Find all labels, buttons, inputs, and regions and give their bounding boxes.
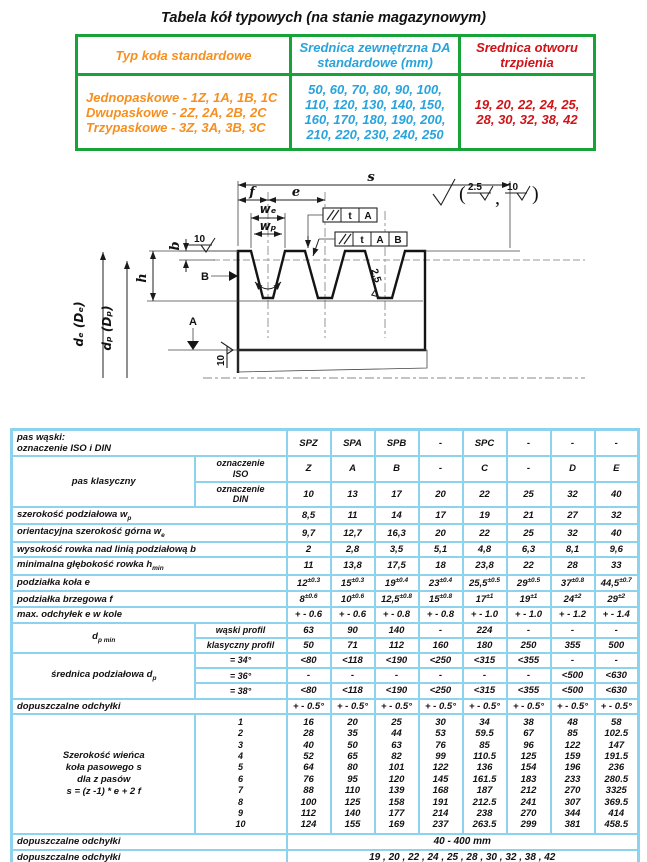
spec-cell-merged: 19 , 20 , 22 , 24 , 25 , 28 , 30 , 32 , 38 , 42 — [287, 850, 639, 862]
spec-cell: SPA — [331, 430, 375, 457]
spec-cell: 21 — [507, 507, 551, 525]
spec-cell: - — [551, 430, 595, 457]
spec-cell: 112 — [375, 638, 419, 653]
spec-cell: <315 — [463, 683, 507, 698]
spec-sub-label: = 38° — [195, 683, 287, 698]
spec-cell: $24^{\pm 2}$ — [551, 591, 595, 607]
spec-cell: $29^{\pm 2}$ — [595, 591, 639, 607]
spec-cell: Z — [287, 456, 331, 481]
spec-cell: <190 — [375, 653, 419, 668]
spec-z-column: 1 2 3 4 5 6 7 8 9 10 — [195, 714, 287, 834]
spec-cell: SPB — [375, 430, 419, 457]
spec-row-label: pas wąski: oznaczenie ISO i DIN — [12, 430, 287, 457]
spec-cell: - — [507, 430, 551, 457]
spec-cell: 28 — [551, 557, 595, 575]
spec-cell: $15^{\pm 0.3}$ — [331, 575, 375, 591]
text-line: 160, 170, 180, 190, 200, — [304, 112, 446, 127]
text-line: 28, 30, 32, 38, 42 — [476, 112, 578, 127]
spec-row — [12, 623, 639, 638]
spec-cell: <80 — [287, 683, 331, 698]
spec-cell: $17^{\pm 1}$ — [463, 591, 507, 607]
spec-cell: <355 — [507, 653, 551, 668]
spec-sub-label: klasyczny profil — [195, 638, 287, 653]
spec-row — [12, 699, 639, 714]
spec-cell: 355 — [551, 638, 595, 653]
dimension-label-h: h — [135, 273, 150, 283]
spec-table-wrap — [10, 428, 640, 862]
spec-row-label: dopuszczalne odchyłki — [12, 834, 287, 850]
spec-table-body — [12, 430, 639, 862]
spec-row — [12, 542, 639, 557]
spec-cell: $19^{\pm 1}$ — [507, 591, 551, 607]
stock-table — [75, 34, 596, 151]
spec-cell: A — [331, 456, 375, 481]
spec-row — [12, 607, 639, 622]
datum-ref: A — [364, 211, 372, 222]
spec-cell: - — [551, 623, 595, 638]
stock-cell-bores — [460, 75, 595, 150]
roughness-bore — [216, 342, 233, 368]
spec-cell: + - 1.0 — [507, 607, 551, 622]
spec-cell: 3,5 — [375, 542, 419, 557]
spec-cell: - — [595, 653, 639, 668]
spec-row — [12, 507, 639, 525]
spec-cell: + - 0.5° — [507, 699, 551, 714]
paren-open: ( — [459, 183, 466, 205]
leader-arrow — [313, 239, 319, 256]
datum-triangle-icon — [187, 341, 199, 350]
spec-cell: <630 — [595, 683, 639, 698]
spec-cell: <80 — [287, 653, 331, 668]
pulley-groove-drawing — [55, 156, 585, 424]
spec-cell: - — [419, 456, 463, 481]
spec-cell: C — [463, 456, 507, 481]
spec-cell: 250 — [507, 638, 551, 653]
stock-table-header-row — [77, 36, 595, 75]
spec-sub-label: = 34° — [195, 653, 287, 668]
spec-cell: - — [419, 430, 463, 457]
dimension-label-s: s — [367, 170, 375, 185]
spec-row-label: podziałka brzegowa f — [12, 591, 287, 607]
spec-row — [12, 834, 639, 850]
spec-cell: - — [419, 623, 463, 638]
spec-cell: 11 — [287, 557, 331, 575]
stock-cell-types — [77, 75, 291, 150]
spec-cell: $44,5^{\pm 0.7}$ — [595, 575, 639, 591]
spec-cell: 34 59.5 85 110.5 136 161.5 187 212.5 238 263.5 — [463, 714, 507, 834]
spec-cell: 90 — [331, 623, 375, 638]
roughness-value: 2,5 — [368, 267, 383, 285]
spec-cell: <630 — [595, 668, 639, 683]
spec-cell: B — [375, 456, 419, 481]
spec-cell: 40 — [595, 482, 639, 507]
spec-cell: $23^{\pm 0.4}$ — [419, 575, 463, 591]
spec-cell: SPZ — [287, 430, 331, 457]
spec-cell: 160 — [419, 638, 463, 653]
spec-row — [12, 575, 639, 591]
spec-cell: 180 — [463, 638, 507, 653]
text-line: Dwupaskowe - 2Z, 2A, 2B, 2C — [86, 104, 267, 120]
datum-ref: A — [376, 235, 384, 246]
spec-cell: + - 1.4 — [595, 607, 639, 622]
spec-cell: <250 — [419, 653, 463, 668]
spec-cell: - — [331, 668, 375, 683]
spec-cell: 23,8 — [463, 557, 507, 575]
note-value-2: 10 — [507, 182, 519, 193]
spec-cell: + - 0.5° — [551, 699, 595, 714]
spec-cell: 13 — [331, 482, 375, 507]
spec-cell: 32 — [551, 482, 595, 507]
spec-row-label: średnica podziałowa $d_p$ — [12, 653, 195, 699]
spec-cell: 58 102.5 147 191.5 236 280.5 3325 369.5 414 458.5 — [595, 714, 639, 834]
spec-cell: 32 — [595, 507, 639, 525]
spec-cell: 25 44 63 82 101 120 139 158 177 169 — [375, 714, 419, 834]
note-comma: , — [495, 187, 500, 209]
spec-cell: <500 — [551, 683, 595, 698]
spec-cell: 10 — [287, 482, 331, 507]
bore-band — [238, 350, 427, 372]
roughness-value: 10 — [194, 234, 206, 245]
spec-row-label: orientacyjna szerokość górna $w_e$ — [12, 524, 287, 542]
datum-triangle-icon — [229, 271, 238, 281]
spec-row — [12, 850, 639, 862]
text-line: 110, 120, 130, 140, 150, — [305, 97, 445, 112]
spec-cell: + - 0.8 — [375, 607, 419, 622]
spec-cell: $29^{\pm 0.5}$ — [507, 575, 551, 591]
spec-cell: + - 0.8 — [419, 607, 463, 622]
spec-cell: 5,1 — [419, 542, 463, 557]
spec-cell: $8^{\pm 0.6}$ — [287, 591, 331, 607]
dimension-label-b: b — [168, 241, 183, 251]
spec-cell: + - 0.5° — [595, 699, 639, 714]
spec-cell: 11 — [331, 507, 375, 525]
spec-cell: 2,8 — [331, 542, 375, 557]
spec-cell: + - 0.5° — [375, 699, 419, 714]
page-title: Tabela kół typowych (na stanie magazynowym) — [161, 10, 486, 26]
datum-label-b: B — [201, 271, 209, 283]
spec-row-label: Szerokość wieńca koła pasowego s dla z pasów s = (z -1) * e + 2 f — [12, 714, 195, 834]
spec-cell: 500 — [595, 638, 639, 653]
spec-cell: - — [507, 668, 551, 683]
text-line: Trzypaskowe - 3Z, 3A, 3B, 3C — [86, 119, 266, 135]
spec-cell: 17 — [375, 482, 419, 507]
spec-cell: 9,6 — [595, 542, 639, 557]
axis-label-dp: dₚ (Dₚ) — [100, 305, 114, 351]
leader-line — [308, 215, 323, 244]
spec-row-label: dopuszczalne odchyłki — [12, 699, 287, 714]
spec-row — [12, 430, 639, 457]
spec-cell: + - 0.5° — [287, 699, 331, 714]
spec-cell: <355 — [507, 683, 551, 698]
spec-sub-label: wąski profil — [195, 623, 287, 638]
stock-cell-diameters — [291, 75, 460, 150]
spec-cell: $10^{\pm 0.6}$ — [331, 591, 375, 607]
spec-cell: 17 — [419, 507, 463, 525]
paren-close: ) — [532, 183, 539, 205]
spec-cell: 38 67 96 125 154 183 212 241 270 299 — [507, 714, 551, 834]
spec-cell: 17,5 — [375, 557, 419, 575]
spec-cell: 8,1 — [551, 542, 595, 557]
spec-cell: - — [375, 668, 419, 683]
spec-cell: <118 — [331, 683, 375, 698]
dimension-label-wp: wₚ — [259, 219, 277, 233]
text-line: 19, 20, 22, 24, 25, — [474, 97, 580, 112]
spec-row-label: podziałka koła e — [12, 575, 287, 591]
spec-cell: 22 — [463, 524, 507, 542]
spec-sub-label: oznaczenie ISO — [195, 456, 287, 481]
spec-cell: - — [507, 456, 551, 481]
spec-cell: - — [419, 668, 463, 683]
spec-row-label: wysokość rowka nad linią podziałową b — [12, 542, 287, 557]
spec-cell: SPC — [463, 430, 507, 457]
spec-cell: - — [287, 668, 331, 683]
check-all-icon — [433, 179, 455, 205]
spec-cell: 25 — [507, 524, 551, 542]
spec-row — [12, 591, 639, 607]
spec-cell: 40 — [595, 524, 639, 542]
stock-header-bore: Srednica otworu trzpienia — [460, 36, 595, 75]
spec-sub-label: oznaczenie DIN — [195, 482, 287, 507]
spec-cell: <118 — [331, 653, 375, 668]
spec-row — [12, 557, 639, 575]
spec-cell: $25,5^{\pm 0.5}$ — [463, 575, 507, 591]
spec-cell: <250 — [419, 683, 463, 698]
text-line: Jednopaskowe - 1Z, 1A, 1B, 1C — [86, 89, 278, 105]
spec-cell: 33 — [595, 557, 639, 575]
text-line: 50, 60, 70, 80, 90, 100, — [308, 82, 442, 97]
spec-cell: 20 — [419, 524, 463, 542]
spec-row-label: szerokość podziałowa $w_p$ — [12, 507, 287, 525]
spec-cell: <315 — [463, 653, 507, 668]
datum-ref: B — [394, 235, 402, 246]
roughness-top — [188, 234, 215, 252]
spec-cell: 224 — [463, 623, 507, 638]
spec-cell: 27 — [551, 507, 595, 525]
spec-cell: 4,8 — [463, 542, 507, 557]
axis-label-de: dₑ (Dₑ) — [72, 301, 86, 347]
stock-header-diameter: Srednica zewnętrzna DA standardowe (mm) — [291, 36, 460, 75]
spec-cell: 140 — [375, 623, 419, 638]
pulley-section — [238, 251, 425, 350]
spec-cell: + - 0.5° — [419, 699, 463, 714]
spec-cell: 32 — [551, 524, 595, 542]
spec-row-label: dopuszczalne odchyłki — [12, 850, 287, 862]
spec-cell: + - 1.0 — [463, 607, 507, 622]
spec-cell: + - 0.6 — [287, 607, 331, 622]
spec-cell: 20 — [419, 482, 463, 507]
surface-finish-note — [433, 179, 539, 209]
spec-row-label: $d_{p min}$ — [12, 623, 195, 653]
spec-cell: 16,3 — [375, 524, 419, 542]
spec-cell: D — [551, 456, 595, 481]
spec-cell: E — [595, 456, 639, 481]
spec-cell: - — [507, 623, 551, 638]
spec-cell: <500 — [551, 668, 595, 683]
spec-cell: $19^{\pm 0.4}$ — [375, 575, 419, 591]
roughness-value: 10 — [216, 354, 227, 366]
spec-cell: 20 35 50 65 80 95 110 125 140 155 — [331, 714, 375, 834]
spec-cell: + - 0.5° — [463, 699, 507, 714]
spec-cell: $12,5^{\pm 0.8}$ — [375, 591, 419, 607]
dimension-label-f: f — [249, 185, 255, 200]
spec-cell: 71 — [331, 638, 375, 653]
spec-row-label: minimalna głębokość rowka $h_{min}$ — [12, 557, 287, 575]
spec-cell: 6,3 — [507, 542, 551, 557]
dimension-label-e: e — [291, 185, 301, 200]
spec-sub-label: = 36° — [195, 668, 287, 683]
spec-cell: - — [595, 623, 639, 638]
datum-label-a: A — [189, 316, 197, 328]
spec-cell: 19 — [463, 507, 507, 525]
spec-cell: + - 0.6 — [331, 607, 375, 622]
spec-cell-merged: 40 - 400 mm — [287, 834, 639, 850]
spec-cell: - — [595, 430, 639, 457]
spec-cell: 8,5 — [287, 507, 331, 525]
spec-row — [12, 714, 639, 834]
stock-table-data-row — [77, 75, 595, 150]
spec-row — [12, 524, 639, 542]
spec-cell: $37^{\pm 0.8}$ — [551, 575, 595, 591]
spec-cell: 25 — [507, 482, 551, 507]
spec-cell: 9,7 — [287, 524, 331, 542]
spec-cell: 50 — [287, 638, 331, 653]
spec-cell: 48 85 122 159 196 233 270 307 344 381 — [551, 714, 595, 834]
note-value-1: 2.5 — [468, 182, 482, 193]
spec-cell: 12,7 — [331, 524, 375, 542]
spec-cell: - — [551, 653, 595, 668]
spec-cell: + - 0.5° — [331, 699, 375, 714]
spec-cell: 63 — [287, 623, 331, 638]
spec-cell: $12^{\pm 0.3}$ — [287, 575, 331, 591]
spec-cell: $15^{\pm 0.8}$ — [419, 591, 463, 607]
spec-row — [12, 653, 639, 668]
tolerance-frame-parallel-ab — [313, 232, 407, 256]
text-line: 210, 220, 230, 240, 250 — [306, 127, 444, 142]
tolerance-value: t — [348, 211, 352, 222]
spec-cell: 18 — [419, 557, 463, 575]
spec-cell: - — [463, 668, 507, 683]
spec-cell: 14 — [375, 507, 419, 525]
spec-cell: <190 — [375, 683, 419, 698]
dimension-label-we: wₑ — [259, 202, 277, 216]
spec-cell: 30 53 76 99 122 145 168 191 214 237 — [419, 714, 463, 834]
spec-row — [12, 456, 639, 481]
spec-cell: 13,8 — [331, 557, 375, 575]
tolerance-value: t — [360, 235, 364, 246]
spec-cell: 2 — [287, 542, 331, 557]
spec-cell: + - 1.2 — [551, 607, 595, 622]
spec-cell: 22 — [507, 557, 551, 575]
spec-cell: 22 — [463, 482, 507, 507]
spec-cell: 16 28 40 52 64 76 88 100 112 124 — [287, 714, 331, 834]
spec-row-label: pas klasyczny — [12, 456, 195, 506]
stock-header-type: Typ koła standardowe — [77, 36, 291, 75]
spec-row-label: max. odchyłek e w kole — [12, 607, 287, 622]
spec-table — [10, 428, 640, 862]
